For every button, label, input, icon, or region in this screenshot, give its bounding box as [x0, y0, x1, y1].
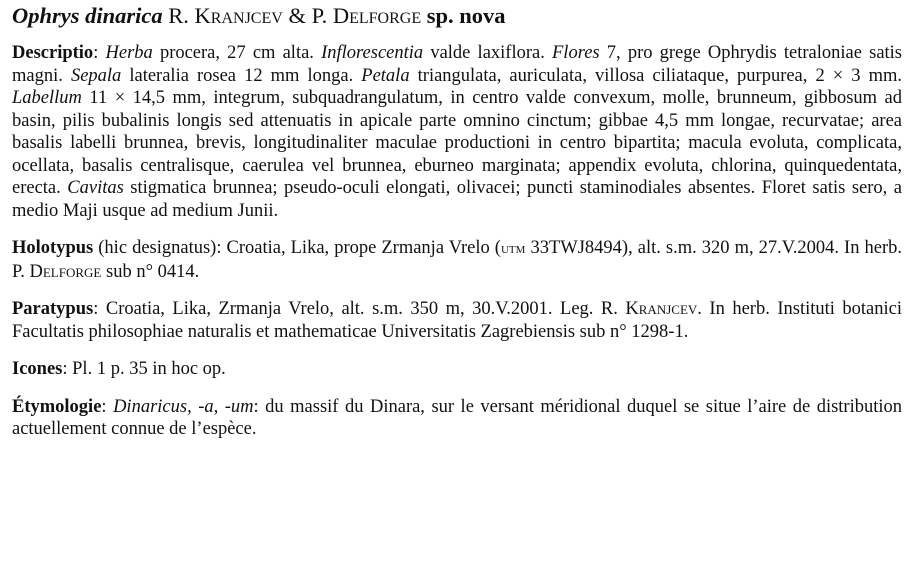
icones-label: Icones — [12, 359, 63, 379]
utm-abbrev: utm — [500, 240, 526, 257]
author-prefix: R. — [162, 3, 195, 28]
paratypus-text-2: . In herb. Instituti botanici Facultatis philosophiae naturalis et mathematicae Universitatis Zagrebiensis sub n° 1298-1. — [12, 299, 902, 342]
descriptio-term: Sepala — [70, 65, 122, 86]
author-delforge: Delforge — [332, 3, 422, 28]
species-title — [12, 2, 902, 30]
paratypus-label: Paratypus — [12, 299, 94, 319]
etymologie-colon: : — [101, 396, 114, 417]
icones-paragraph — [12, 358, 902, 381]
holotypus-paragraph — [12, 237, 902, 283]
icones-text: : Pl. 1 p. 35 in hoc op. — [62, 359, 226, 379]
descriptio-term: Inflorescentia — [321, 43, 424, 63]
descriptio-text: stigmatica brunnea; pseudo-oculi elongati, olivacei; puncti staminodiales absentes. Floret satis sero, a medio Maji usque ad medium Junii. — [12, 178, 902, 221]
paratypus-paragraph — [12, 298, 902, 343]
descriptio-term: Herba — [105, 43, 153, 63]
descriptio-text: procera, 27 cm alta. — [152, 43, 322, 63]
descriptio-body — [12, 43, 902, 221]
descriptio-text: valde laxiflora. — [423, 43, 552, 63]
taxon-status: sp. nova — [421, 3, 506, 28]
paratypus-author: Kranjcev — [625, 299, 698, 319]
descriptio-text: lateralia rosea 12 mm longa. — [121, 65, 362, 86]
holotypus-author: Delforge — [29, 261, 102, 282]
descriptio-text: 11 × 14,5 mm, integrum, subquadrangulatum, in centro valde convexum, molle, brunneum, gibbosum ad basin, pilis bubalinis longis sed attenuatis in apicale parte omnino cinctum; gibbae 4,5 mm longae, recurvatae; area basalis labelli brunnea, brevis, longitudinaliter maculae productioni in centro bipartita; macula evoluta, complicata, ocellata, basalis centralisque, caerulea vel brunnea, eburneo marginata; appendix evoluta, chlorina, quinquedentata, erecta. — [12, 88, 902, 198]
holotypus-label: Holotypus — [12, 238, 94, 258]
descriptio-term: Petala — [361, 65, 410, 86]
document-page — [12, 2, 902, 441]
paratypus-text-1: : Croatia, Lika, Zrmanja Vrelo, alt. s.m. 350 m, 30.V.2001. Leg. R. — [93, 299, 626, 319]
etymologie-paragraph — [12, 396, 902, 441]
author-joiner: & P. — [282, 3, 333, 28]
descriptio-text: : — [93, 43, 106, 63]
descriptio-text: 7, pro grege Ophrydis tetraloniae satis magni. — [12, 43, 903, 86]
descriptio-term: Flores — [552, 43, 600, 63]
etymologie-italic: Dinaricus, -a, -um — [113, 396, 254, 417]
descriptio-text: triangulata, auriculata, villosa ciliataque, purpurea, 2 × 3 mm. — [409, 65, 902, 86]
descriptio-label: Descriptio — [12, 43, 94, 63]
etymologie-label: Étymologie — [12, 396, 102, 417]
descriptio-paragraph — [12, 42, 902, 222]
holotypus-text-3: sub n° 0414. — [101, 261, 200, 282]
author-kranjcev: Kranjcev — [194, 3, 283, 28]
descriptio-term: Cavitas — [67, 178, 124, 198]
holotypus-text-1: (hic designatus): Croatia, Lika, prope Zrmanja Vrelo ( — [93, 238, 501, 258]
species-name: Ophrys dinarica — [12, 3, 163, 28]
holotypus-text-2: 33TWJ8494), alt. s.m. 320 m, 27.V.2004. In herb. P. — [12, 238, 902, 282]
descriptio-term: Labellum — [12, 88, 82, 108]
etymologie-text: : du massif du Dinara, sur le versant méridional duquel se situe l’aire de distribution actuellement connue de l’espèce. — [12, 396, 903, 439]
